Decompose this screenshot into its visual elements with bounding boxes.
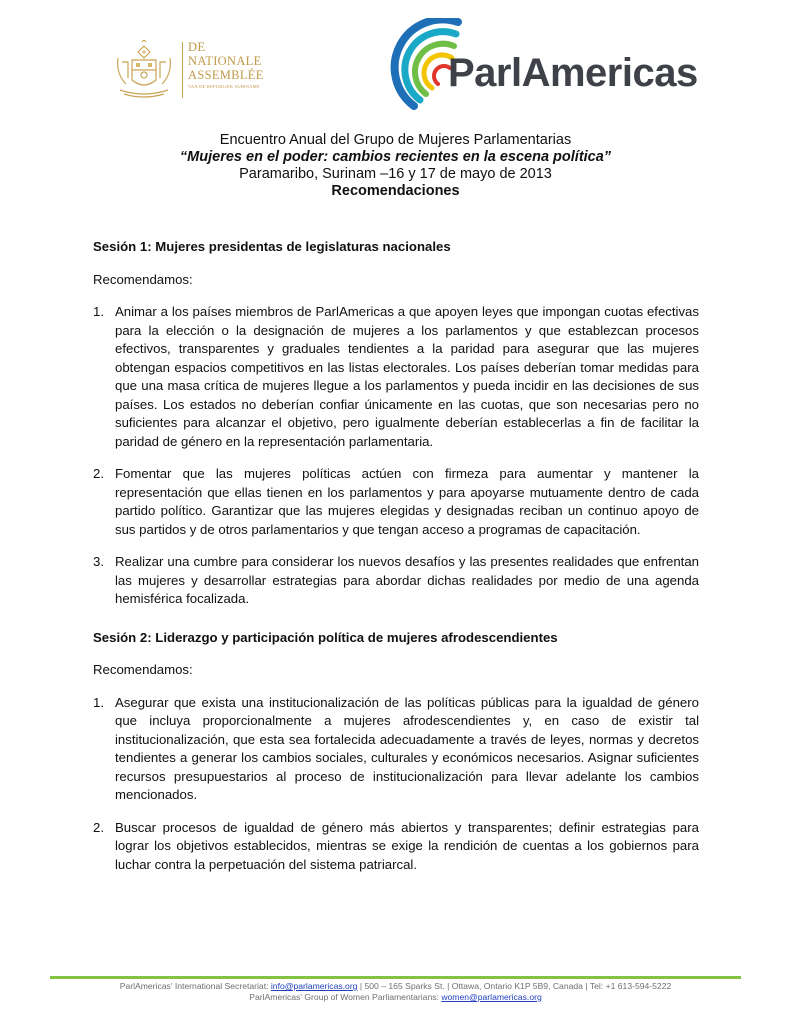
event-title: Encuentro Anual del Grupo de Mujeres Parlamentarias bbox=[219, 132, 572, 148]
assembly-line-3: ASSEMBLÉE bbox=[188, 68, 264, 82]
women-email-link[interactable]: women@parlamericas.org bbox=[441, 992, 542, 1002]
footer-rule bbox=[50, 976, 741, 979]
footer-address: | 500 – 165 Sparks St. | Ottawa, Ontario K1P 5B9, Canada | Tel: +1 613-594-5222 bbox=[357, 981, 672, 991]
page-footer bbox=[0, 981, 791, 1003]
list-item-text: Animar a los países miembros de ParlAmericas a que apoyen leyes que impongan cuotas efectivas para la elección o la designación de mujeres a los parlamentos y que establezcan procesos efectivos, transparentes y graduales tendientes a la paridad para asegurar que las mujeres obtengan espacios competitivos en las listas electorales. Los países deberían tomar medidas para que una masa crítica de mujeres llegue a los parlamentos y pueda incidir en las decisiones de sus países. Los estados no deberían confiar únicamente en las cuotas, que son necesarias pero no suficientes para alcanzar el objetivo, pero igualmente deberían establecerlas a fin de facilitar la paridad de género en la representación parlamentaria. bbox=[115, 304, 699, 449]
assembly-subline: VAN DE REPUBLIEK SURINAME bbox=[188, 84, 260, 89]
list-item bbox=[93, 553, 699, 609]
list-item bbox=[93, 465, 699, 539]
event-place-date: Paramaribo, Surinam –16 y 17 de mayo de 2013 bbox=[239, 166, 552, 182]
parlamericas-wordmark: ParlAmericas bbox=[448, 51, 698, 95]
footer-secretariat-label: ParlAmericas' International Secretariat: bbox=[119, 981, 271, 991]
footer-women-group-label: ParlAmericas' Group of Women Parliamentarians: bbox=[249, 992, 442, 1002]
footer-line-1 bbox=[0, 981, 791, 992]
list-item bbox=[93, 819, 699, 875]
assembly-line-2: NATIONALE bbox=[188, 54, 262, 68]
assembly-line-1: DE bbox=[188, 40, 206, 54]
page-header bbox=[0, 0, 791, 125]
section-title: Sesión 2: Liderazgo y participación política de mujeres afrodescendientes bbox=[93, 629, 558, 645]
event-theme: “Mujeres en el poder: cambios recientes en la escena política” bbox=[179, 149, 612, 165]
list-item-number: 2. bbox=[93, 819, 104, 835]
document-title-block bbox=[0, 132, 791, 200]
list-item-text: Realizar una cumbre para considerar los nuevos desafíos y las presentes realidades que enfrentan las mujeres y desarrollar estrategias para abordar dichas realidades por medio de una agenda hemisférica focalizada. bbox=[115, 554, 699, 606]
national-assembly-wordmark bbox=[188, 40, 264, 91]
coat-of-arms-icon bbox=[112, 40, 176, 100]
list-item-text: Buscar procesos de igualdad de género más abiertos y transparentes; definir estrategias para lograr los objetivos establecidos, mientras se exige la rendición de cuentas a los gobiernos para luchar contra la perpetuación del sistema patriarcal. bbox=[115, 819, 699, 872]
section-1 bbox=[93, 238, 699, 609]
list-item bbox=[93, 303, 699, 451]
list-item-text: Asegurar que exista una institucionalización de las políticas públicas para la igualdad de género que incluya proporcionalmente a mujeres afrodescendientes y, en caso de existir tal institucionalización, que esta sea fortalecida adecuadamente a través de leyes, normas y decretos tendientes a generar los cambios sociales, culturales y económicos necesarios. Asignar suficientes recursos presupuestarios al proceso de institucionalización para llevar adelante los cambios mencionados. bbox=[115, 694, 699, 802]
list-item-text: Fomentar que las mujeres políticas actúen con firmeza para aumentar y mantener la representación que ellas tienen en los parlamentos y para apoyarse mutuamente dentro de cada partido político. Garantizar que las mujeres elegidas y designadas reciban un continuo apoyo de sus partidos y de otros parlamentarios y que tengan acceso a programas de capacitación. bbox=[115, 466, 699, 537]
list-item-number: 1. bbox=[93, 694, 104, 710]
section-intro: Recomendamos: bbox=[93, 662, 193, 677]
logo-divider bbox=[182, 42, 183, 98]
info-email-link[interactable]: info@parlamericas.org bbox=[270, 981, 358, 991]
national-assembly-logo bbox=[112, 40, 272, 102]
section-title: Sesión 1: Mujeres presidentas de legislaturas nacionales bbox=[93, 239, 451, 254]
list-item-number: 2. bbox=[93, 466, 104, 481]
section-2 bbox=[93, 629, 699, 875]
list-item-number: 3. bbox=[93, 554, 104, 569]
document-body bbox=[93, 238, 699, 888]
recommendations-heading: Recomendaciones bbox=[331, 183, 460, 199]
list-item-number: 1. bbox=[93, 304, 104, 319]
parlamericas-logo bbox=[378, 18, 718, 118]
list-item bbox=[93, 694, 699, 805]
section-intro: Recomendamos: bbox=[93, 271, 193, 287]
footer-line-2 bbox=[0, 992, 791, 1003]
